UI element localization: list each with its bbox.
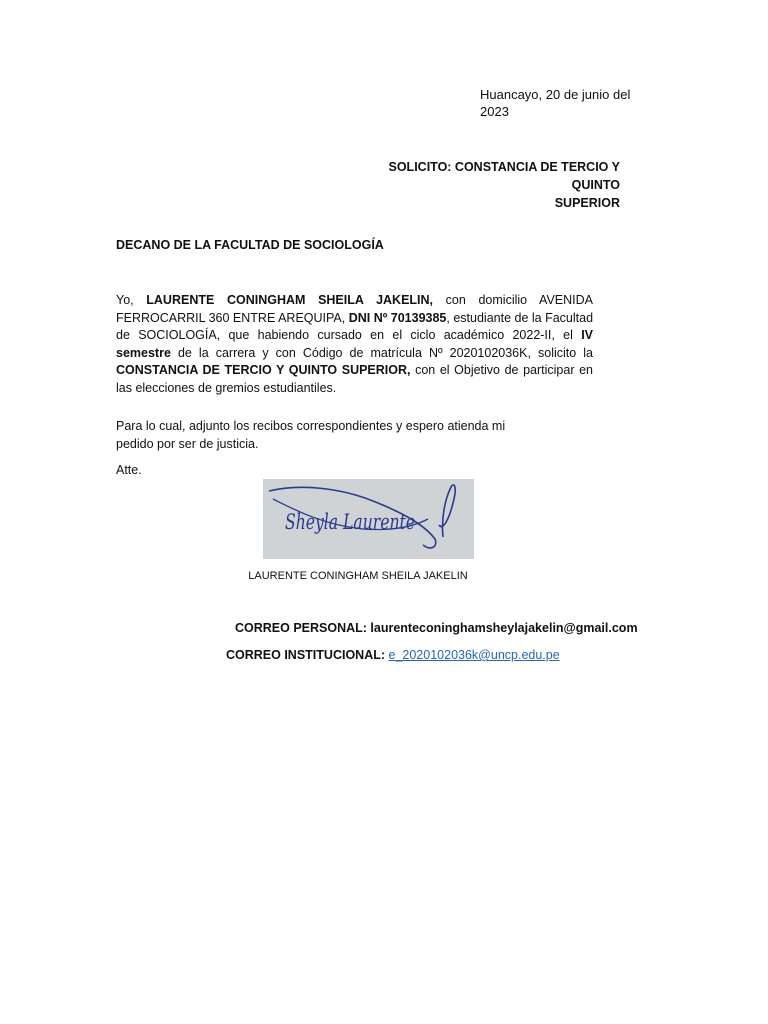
subject-line bbox=[340, 158, 620, 212]
student-name: LAURENTE CONINGHAM SHEILA JAKELIN, bbox=[146, 293, 434, 307]
personal-email: CORREO PERSONAL: laurenteconinghamsheylajakelin@gmail.com bbox=[235, 621, 638, 635]
body-text-4: de la carrera y con Código de matrícula Nº 2020102036K, solicito la bbox=[170, 345, 593, 360]
atte-label: Atte. bbox=[116, 463, 142, 477]
body-text-2: con domicilio AVENIDA FERROCARRIL 360 ENTRE AREQUIPA, bbox=[116, 293, 594, 325]
letter-date: Huancayo, 20 de junio del 2023 bbox=[480, 87, 631, 119]
body-text-1: Yo, bbox=[116, 293, 147, 307]
subject-line-2: SUPERIOR bbox=[554, 196, 620, 210]
dni-number: DNI Nº 70139385 bbox=[348, 310, 447, 325]
institutional-email-label: CORREO INSTITUCIONAL: bbox=[226, 648, 389, 662]
closing-paragraph: Para lo cual, adjunto los recibos correspondientes y espero atienda mi pedido por ser de justicia. bbox=[116, 419, 506, 451]
signature-handwriting: Sheyla Laurente bbox=[285, 510, 415, 534]
signature-drawing bbox=[263, 479, 474, 559]
subject-line-1: SOLICITO: CONSTANCIA DE TERCIO Y QUINTO bbox=[388, 160, 620, 192]
signature-image bbox=[263, 479, 474, 559]
signer-name: LAURENTE CONINGHAM SHEILA JAKELIN bbox=[248, 570, 468, 582]
institutional-email bbox=[226, 648, 560, 662]
request-title: CONSTANCIA DE TERCIO Y QUINTO SUPERIOR, bbox=[116, 363, 411, 377]
addressee: DECANO DE LA FACULTAD DE SOCIOLOGÍA bbox=[116, 238, 384, 252]
body-text-3: , estudiante de la Facultad de SOCIOLOGÍA, que habiendo cursado en el ciclo académico 2022-II, el bbox=[116, 310, 594, 342]
body-text-5: con el Objetivo de participar en las elecciones de gremios estudiantiles. bbox=[116, 363, 593, 395]
semester: IV semestre bbox=[116, 328, 593, 360]
body-paragraph bbox=[116, 292, 593, 397]
institutional-email-link[interactable]: e_2020102036k@uncp.edu.pe bbox=[388, 648, 560, 662]
